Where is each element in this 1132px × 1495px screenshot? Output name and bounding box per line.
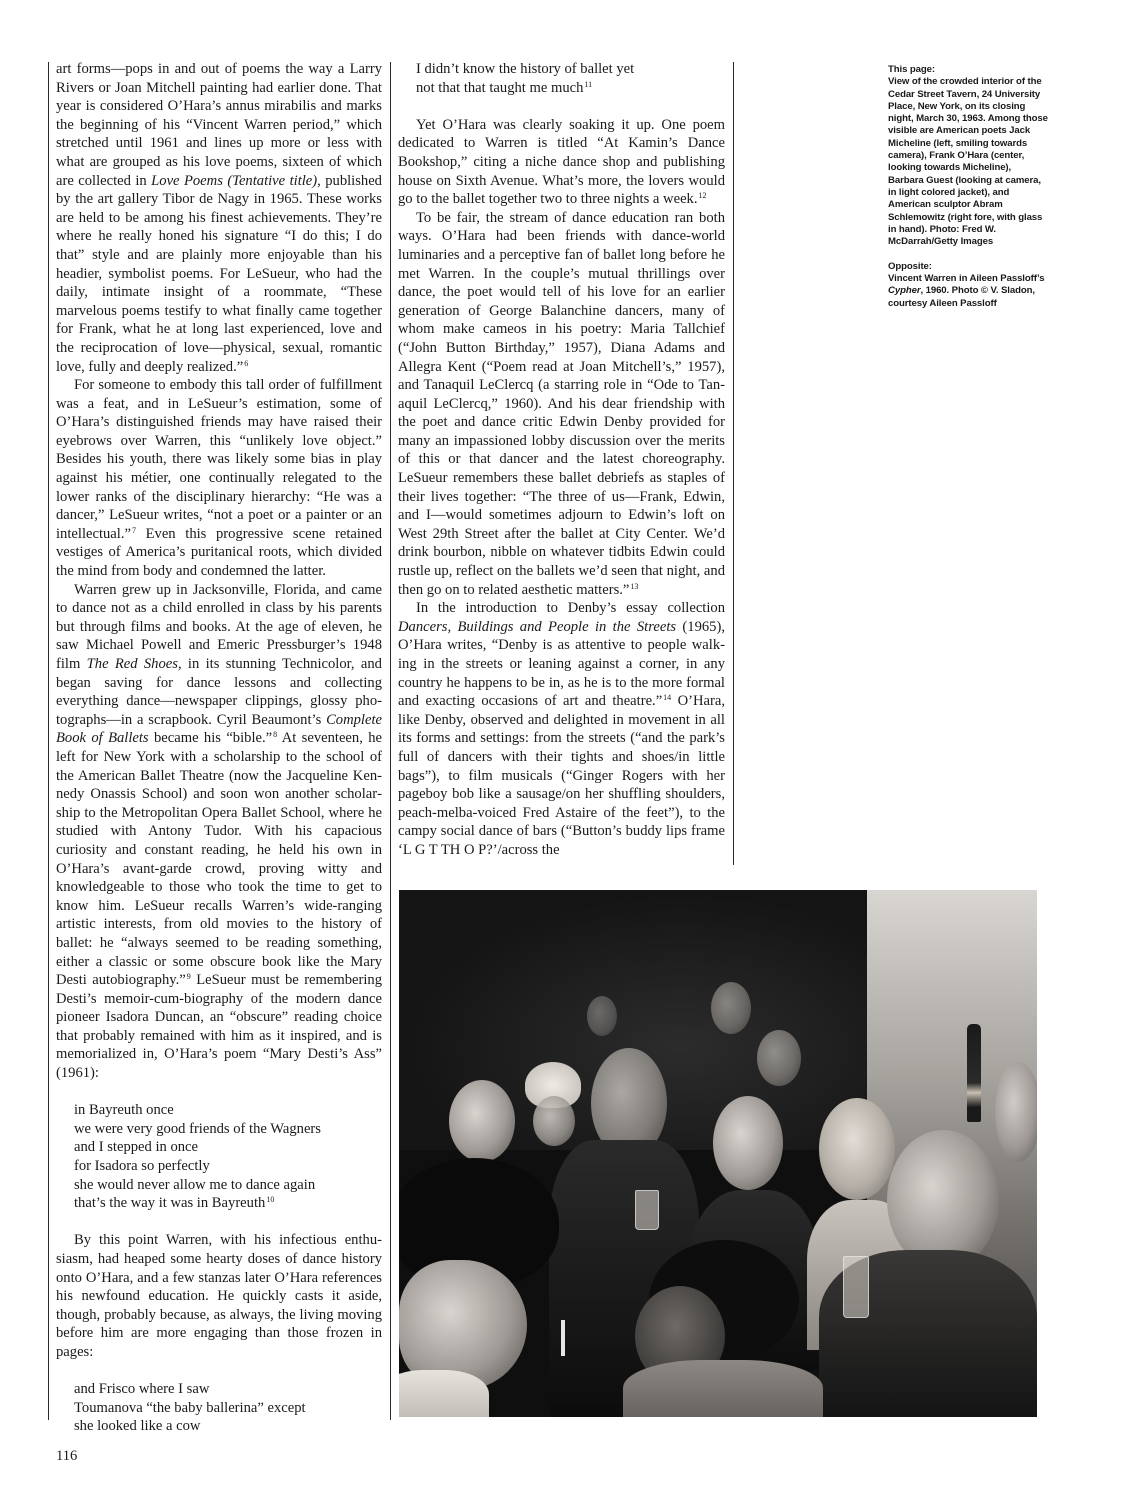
cedar-tavern-photo xyxy=(399,890,1037,1417)
paragraph-text: In the introduction to Denby’s essay collection xyxy=(416,600,725,617)
caption-heading: This page: xyxy=(888,64,935,75)
paragraph-text: became his “bible.” xyxy=(148,730,273,747)
verse-line: and I stepped in once xyxy=(74,1139,199,1156)
footnote-marker: 8 xyxy=(273,730,278,740)
verse-line: for Isadora so perfectly xyxy=(74,1158,210,1175)
photo-caption xyxy=(888,64,1048,322)
poem-excerpt-continued xyxy=(398,60,725,97)
paragraph-text: (1965), O’Hara writes, “Denby is as attentive to people walking in the streets or leaning against a corner, in any country he happens to be in, as he is to the more formal and exacting occasions of art and theatre.” xyxy=(398,618,725,710)
caption-opposite xyxy=(888,261,1048,310)
figure-body xyxy=(623,1360,823,1417)
verse-line: in Bayreuth once xyxy=(74,1102,174,1119)
caption-heading: Opposite: xyxy=(888,260,932,272)
figure-body xyxy=(399,1370,489,1417)
paragraph-text: At seventeen, he left for New York with a scholarship to the school of the American Ballet Theatre (now the Jacqueline Kennedy Onassis School) and soon won another scholarship to the Metropolitan Opera Ballet School, where he studied with Antony Tudor. With his capacious curiosity and constant reading, he held his own in O’Hara’s avant-garde crowd, proving witty and knowledgeable to those who took the time to get to know him. LeSueur recalls Warren’s wide-ranging artistic interests, from old movies to the history of ballet: he “always seemed to be reading something, either a classic or some obscure book like the Mary Desti autobiography.” xyxy=(56,730,382,989)
footnote-marker: 9 xyxy=(186,972,191,982)
paragraph-text: Warren grew up in Jacksonville, Florida, and came to dance not as a child enrolled in class by his parents but through films and books. At the age of eleven, he saw Michael Powell and Emeric Pressburger’s 1948 film xyxy=(56,581,382,672)
column-rule-right xyxy=(733,62,734,865)
drink-glass xyxy=(843,1256,869,1318)
paragraph-text: LeSueur must be remembering Desti’s memoir-cum-biography of the modern dance pioneer Isadora Duncan, an “obscure” reading choice that probably remained with him as it inspired, and is memorialized in, O’Hara’s poem “Mary Desti’s Ass” (1961): xyxy=(56,972,382,1082)
verse-line-text: that’s the way it was in Bayreuth xyxy=(74,1195,266,1212)
verse-line-text: not that that taught me much xyxy=(416,79,584,96)
verse-line: I didn’t know the history of ballet yet xyxy=(416,61,635,77)
column-rule-left xyxy=(48,62,49,1420)
book-title: Complete Book of Ballets xyxy=(56,711,382,747)
paragraph-text: Even this progressive scene retained vestiges of America’s puritanical roots, which divided the mind from body and condemned the latter. xyxy=(56,525,382,580)
caption-body: View of the crowded interior of the Cedar Street Tavern, 24 University Place, New York, on its closing night, March 30, 1963. Among those visible are American poets Jack Micheline (left, smiling towards camera), Frank O’Hara (center, looking towards Micheline), Barbara Guest (looking at camera, in light colored jacket), and American sculptor Abram Schlemowitz (right fore, with glass in hand). Photo: Fred W. McDarrah/Getty Images xyxy=(888,76,1048,248)
poem-excerpt xyxy=(56,1380,382,1436)
paragraph xyxy=(56,60,382,376)
caption-text: Vincent Warren in Aileen Passloff’s xyxy=(888,273,1045,285)
figure-head xyxy=(711,982,751,1034)
book-title: Dancers, Buildings and People in the Streets xyxy=(398,618,677,635)
paragraph-text: Yet O’Hara was clearly soaking it up. One poem dedicated to Warren is titled “At Kamin’s Dance Bookshop,” citing a niche dance shop and publishing house on Sixth Avenue. What’s more, the lovers would go to the ballet together two to three nights a week. xyxy=(398,116,725,208)
figure-head xyxy=(819,1098,895,1200)
caption-body xyxy=(888,273,1048,310)
verse-line: she looked like a cow xyxy=(74,1418,201,1435)
figure-head xyxy=(995,1062,1037,1162)
paragraph-text: O’Hara, like Denby, observed and delighted in movement in all its forms and settings: from the streets (“and the park’s full of dancers with their tights and shoes/in little bags”), to film musicals (“Ginger Rogers with her pageboy bob like a sausage/on her shuffling shoulders, peach-melba-voiced Fred Astaire of the feet”), to the campy social dance of bars (“Button’s buddy lips frame ‘L G T TH O P?’/across the xyxy=(398,693,725,858)
paragraph-text: By this point Warren, with his infectious enthusiasm, had heaped some hearty doses of dance history onto O’Hara, and a few stanzas later O’Hara references his newfound education. He quickly casts it aside, though, probably because, as always, the living moving before him are more engaging than those frozen in pages: xyxy=(56,1232,382,1360)
verse-line: we were very good friends of the Wagners xyxy=(74,1120,321,1137)
left-text-column xyxy=(56,60,382,1455)
paragraph xyxy=(56,1231,382,1361)
work-title: Cypher xyxy=(888,285,921,297)
caption-this-page xyxy=(888,64,1048,248)
paragraph xyxy=(398,116,725,209)
figure-head xyxy=(587,996,617,1036)
paragraph-text: For someone to embody this tall order of fulfillment was a feat, and in LeSueur’s estimation, some of O’Hara’s distinguished friends may have raised their eyebrows over Warren, this “unlikely love object.” Besides his youth, there was likely some bias in play against his métier, one continually relegated to the lower ranks of the disciplinary hierarchy: “He was a dancer,” LeSueur writes, “not a poet or a painter or an intellectual.” xyxy=(56,377,382,542)
beer-bottle xyxy=(967,1024,981,1122)
verse-line: and Frisco where I saw xyxy=(74,1381,210,1398)
paragraph-text: To be fair, the stream of dance education ran both ways. O’Hara had been friends with dance-world luminaries and a perceptive fan of ballet long before he met Warren. In the couple’s mutual thrillings over dance, the poet would tell of his love for an earlier generation of George Balanchine dancers, many of whom make cameos in his poetry: Maria Tallchief (“John Button Birthday,” 1957), Diana Adams and Allegra Kent (“Poem read at Joan Mitchell’s,” 1957), and Tanaquil LeClercq (a starring role in “Ode to Tanaquil LeClercq,” 1960). And his dear friendship with the poet and dance critic Edwin Denby provided for many an impassioned lobby discussion over the merits of this or that dancer and the latest choreography. LeSueur remembers these ballet debriefs as staples of their lives together: “The three of us—Frank, Edwin, and I—would sometimes adjourn to Edwin’s loft on West 29th Street after the ballet at City Center. We’d drink bourbon, nibble on whatever tidbits Edwin could rustle up, reflect on the ballets we’d seen that night, and then go on to related aesthetic matters.” xyxy=(398,209,725,598)
column-rule-middle xyxy=(390,62,391,1420)
figure-head xyxy=(713,1096,783,1190)
middle-text-column xyxy=(398,60,725,860)
footnote-marker: 13 xyxy=(630,581,639,591)
paragraph xyxy=(56,376,382,581)
footnote-marker: 12 xyxy=(698,191,707,201)
figure-head xyxy=(887,1130,999,1270)
figure-head xyxy=(757,1030,801,1086)
paragraph-text: , in its stunning Technicolor, and began saving for dance lessons and collecting everything dance—newspaper clippings, glossy photographs—in a scrapbook. Cyril Beaumont’s xyxy=(56,656,382,728)
figure-head xyxy=(449,1080,515,1162)
footnote-marker: 10 xyxy=(266,1195,275,1205)
verse-line: Toumanova “the baby ballerina” except xyxy=(74,1399,306,1416)
paragraph xyxy=(398,599,725,859)
footnote-marker: 11 xyxy=(584,79,593,89)
cigarette xyxy=(561,1320,565,1356)
verse-line xyxy=(416,79,725,98)
drink-glass xyxy=(635,1190,659,1230)
paragraph xyxy=(398,209,725,599)
paragraph-text: art forms—pops in and out of poems the way a Larry Rivers or Joan Mitchell painting had earlier done. That year is considered O’Hara’s annus mirabilis and marks the beginning of his “Vincent Warren period,” which stretched until 1961 and lines up more or less with what are grouped as his love poems, sixteen of which are collected in xyxy=(56,61,382,189)
footnote-marker: 7 xyxy=(131,525,136,535)
paragraph xyxy=(56,581,382,1083)
paragraph-text: , published by the art gallery Tibor de Nagy in 1965. These works are held to be among his finest achievements. They’re where he really honed his signature “I do this; I do that” style and are plainly more enjoyable than his headier, symbolist poems. For LeSueur, who had the daily, intimate insight of a roommate, “These marvelous poems testify to what finally came together for Frank, what he at long last experienced, love and the reciprocation of love—physical, sexual, romantic love, fully and deeply realized.” xyxy=(56,172,382,375)
figure-head xyxy=(533,1096,575,1146)
caption-text: , 1960. Photo © V. Sladon, courtesy Aileen Passloff xyxy=(888,285,1035,309)
book-title: Love Poems (Tentative title) xyxy=(151,172,318,189)
verse-line xyxy=(74,1194,382,1213)
footnote-marker: 14 xyxy=(663,693,672,703)
film-title: The Red Shoes xyxy=(86,656,178,672)
poem-excerpt xyxy=(56,1101,382,1213)
verse-line: she would never allow me to dance again xyxy=(74,1176,316,1193)
page-number: 116 xyxy=(56,1448,78,1464)
footnote-marker: 6 xyxy=(244,358,249,368)
